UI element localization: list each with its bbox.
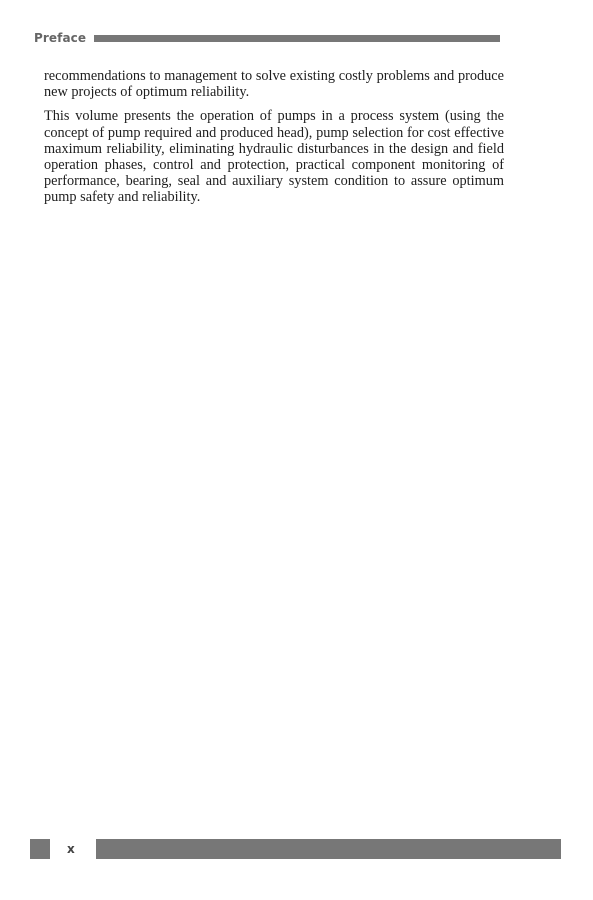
page-footer <box>30 839 561 859</box>
body-text <box>44 68 504 214</box>
running-head <box>34 30 500 46</box>
running-head-rule <box>94 35 500 42</box>
footer-marker <box>30 839 50 859</box>
running-head-title: Preface <box>34 31 87 45</box>
paragraph-volume-summary: This volume presents the operation of pumps in a process system (using the concept of pump required and produced head), pump selection for cost effective maximum reliability, eliminating hydraulic disturbances in the design and field operation phases, control and protection, practical component monitoring of performance, bearing, seal and auxiliary system condition to assure optimum pump safety and reliability. <box>44 108 504 206</box>
footer-rule <box>96 839 561 859</box>
page-number: x <box>67 842 75 856</box>
paragraph-continuation: recommendations to management to solve existing costly problems and produce new projects of optimum reliability. <box>44 68 504 101</box>
